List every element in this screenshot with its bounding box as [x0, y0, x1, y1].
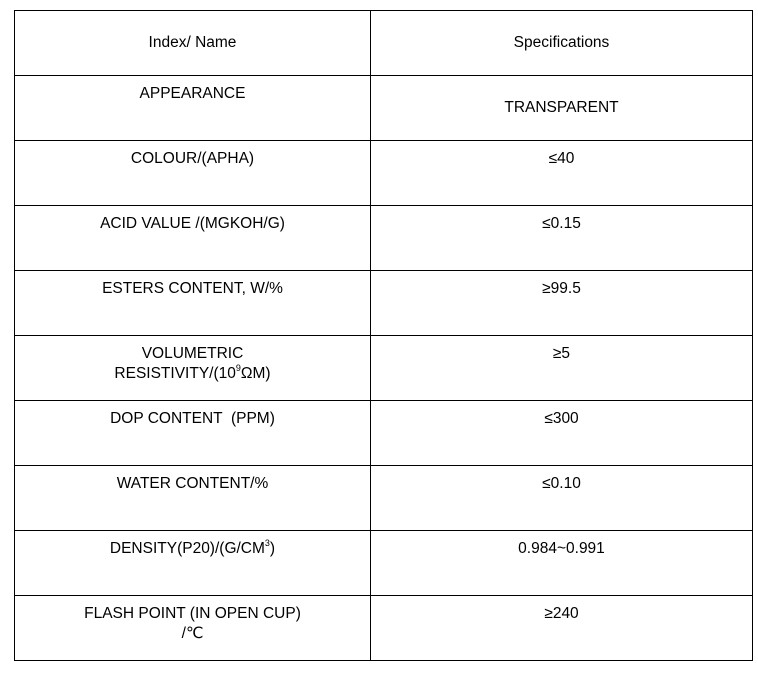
row-spec-water-content: ≤0.10 [371, 466, 753, 531]
row-spec-density: 0.984~0.991 [371, 531, 753, 596]
name-text: DOP CONTENT (PPM) [110, 410, 275, 427]
row-spec-colour: ≤40 [371, 141, 753, 206]
row-name-colour: COLOUR/(APHA) [15, 141, 371, 206]
row-spec-esters-content: ≥99.5 [371, 271, 753, 336]
table-row [15, 206, 753, 271]
exponent: 9 [235, 362, 241, 373]
name-line2-unit: ΩM) [240, 365, 271, 382]
header-index-name: Index/ Name [15, 11, 371, 76]
exponent: 3 [264, 537, 270, 548]
table-row [15, 401, 753, 466]
name-close: ) [269, 540, 276, 557]
row-spec-dop-content: ≤300 [371, 401, 753, 466]
table-row [15, 596, 753, 661]
row-spec-appearance: TRANSPARENT [371, 76, 753, 141]
row-name-dop-content [15, 401, 371, 466]
table-header-row [15, 11, 753, 76]
name-line1: FLASH POINT (IN OPEN CUP) [84, 605, 301, 622]
row-spec-acid-value: ≤0.15 [371, 206, 753, 271]
table-row [15, 466, 753, 531]
name-line2: /℃ [181, 625, 204, 642]
row-name-water-content: WATER CONTENT/% [15, 466, 371, 531]
table-row [15, 76, 753, 141]
name-text: DENSITY(P20)/(G/CM [109, 540, 265, 557]
row-name-esters-content: ESTERS CONTENT, W/% [15, 271, 371, 336]
row-name-flash-point [15, 596, 371, 661]
row-spec-flash-point: ≥240 [371, 596, 753, 661]
table-row [15, 141, 753, 206]
row-name-appearance: APPEARANCE [15, 76, 371, 141]
table-row [15, 336, 753, 401]
row-name-acid-value: ACID VALUE /(MGKOH/G) [15, 206, 371, 271]
table-row [15, 271, 753, 336]
header-specifications: Specifications [371, 11, 753, 76]
row-name-density [15, 531, 371, 596]
name-line2: RESISTIVITY/(10 [114, 365, 236, 382]
row-name-volumetric-resistivity [15, 336, 371, 401]
name-line1: VOLUMETRIC [141, 345, 244, 362]
row-spec-volumetric-resistivity: ≥5 [371, 336, 753, 401]
specifications-table [14, 10, 753, 661]
table-row [15, 531, 753, 596]
